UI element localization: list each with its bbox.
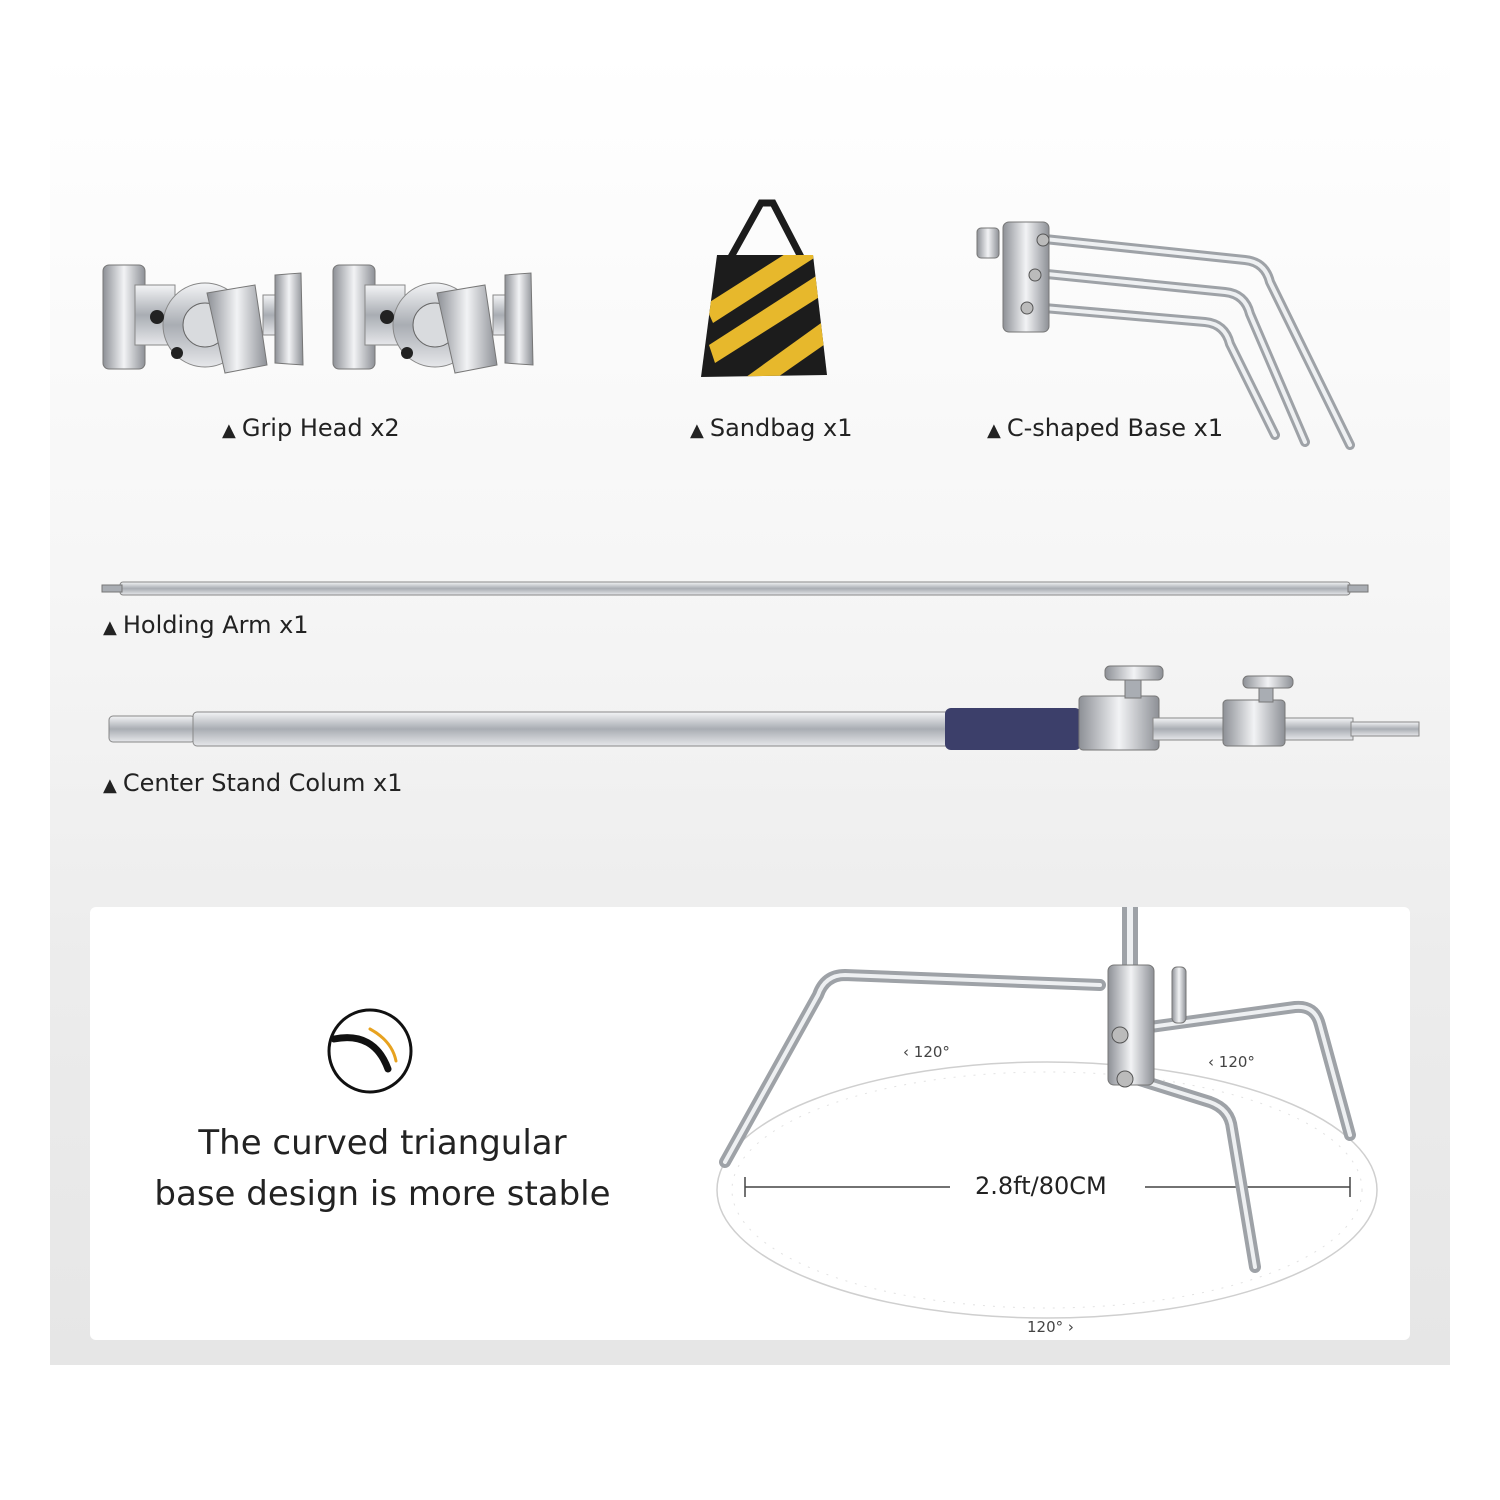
label-holding-arm: ▲ Holding Arm x1 <box>103 611 309 639</box>
grip-head-image <box>95 255 535 385</box>
center-stand-column-image <box>105 662 1425 758</box>
feature-text-line1: The curved triangular <box>198 1123 567 1163</box>
angle-label-bottom: 120° › <box>1027 1318 1074 1336</box>
sandbag-image <box>695 195 835 385</box>
angle-label-right: ‹ 120° <box>1208 1053 1255 1071</box>
holding-arm-image <box>100 578 1370 600</box>
diameter-label: 2.8ft/80CM <box>975 1172 1107 1200</box>
base-diagram <box>710 907 1410 1340</box>
feature-card <box>90 907 1410 1340</box>
label-grip-head: ▲ Grip Head x2 <box>222 414 400 442</box>
grip-head-2 <box>333 265 533 373</box>
label-c-shaped-base: ▲ C-shaped Base x1 <box>987 414 1224 442</box>
angle-label-left: ‹ 120° <box>903 1043 950 1061</box>
grip-head-1 <box>103 265 303 373</box>
label-center-stand-column: ▲ Center Stand Colum x1 <box>103 769 403 797</box>
feature-text-line2: base design is more stable <box>154 1174 611 1214</box>
curve-icon <box>326 1007 414 1095</box>
label-sandbag: ▲ Sandbag x1 <box>690 414 853 442</box>
